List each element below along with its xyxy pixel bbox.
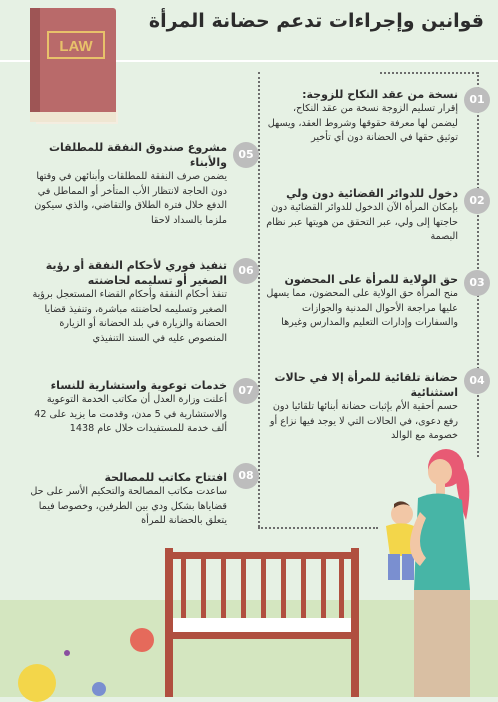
decor-dot-blue [92,682,106,696]
item-05-body: يضمن صرف النفقة للمطلقات وأبنائهن في وقتها دون الحاجة لانتظار الأب المتأخر أو المماطل في الدفع خلال فترة الطلاق والتقاضي، والذي سيكون ملزما بالسداد لاحقا [34,171,227,226]
item-number-01: 01 [464,87,490,113]
item-02-heading: دخول للدوائر القضائية دون ولي [286,187,458,200]
item-04-heading: حضانة تلقائية للمرأة إلا في حالات استثنائية [274,371,458,399]
item-number-04: 04 [464,368,490,394]
crib-illustration [165,548,365,697]
item-01 [266,87,458,146]
item-06-body: تنفذ أحكام النفقة وأحكام القضاء المستعجل برؤية الصغير وتسليمه لحاضنته مباشرة، وتنفيذ قضايا الحضانة والزيارة في بلد الحضانة أو الزيارة المنصوص عليه في السند التنفيذي [32,289,227,344]
bottom-connector [258,527,378,529]
item-02-body: بإمكان المرأة الآن الدخول للدوائر القضائية دون حاجتها إلى ولي، عبر التحقق من هويتها عبر نظام البصمة [266,202,458,242]
law-book-icon [28,8,120,126]
page-title: قوانين وإجراءات تدعم حضانة المرأة [148,10,484,32]
decor-dot-yellow [18,664,56,702]
item-07-body: أعلنت وزارة العدل أن مكاتب الخدمة التوعوية والاستشارية في 5 مدن، وقدمت ما يزيد على 42 ألف خدمة للمستفيدات خلال عام 1438 [34,394,227,434]
item-06 [20,258,227,346]
item-08-body: ساعدت مكاتب المصالحة والتحكيم الأسر على حل قضاياها بشكل ودي بين الطرفين، وخصوصا فيما يتعلق بالحضانة للمرأة [30,486,227,526]
item-number-05: 05 [233,142,259,168]
item-05-heading: مشروع صندوق النفقة للمطلقات والأبناء [48,141,227,169]
item-05 [20,140,227,228]
center-timeline [258,72,260,527]
item-number-08: 08 [233,463,259,489]
item-03-heading: حق الولاية للمرأة على المحضون [284,273,458,286]
item-07 [20,378,227,437]
item-03 [266,272,458,331]
item-04 [266,370,458,444]
item-08 [20,470,227,529]
item-03-body: منح المرأة حق الولاية على المحضون، مما يسهل عليها مراجعة الأحوال المدنية والجوازات والسفارات وإدارات التعليم والمدارس وغيرها [266,288,458,328]
item-number-03: 03 [464,270,490,296]
mother-child-illustration [380,440,498,697]
item-08-heading: افتتاح مكاتب للمصالحة [104,471,227,484]
item-02 [266,186,458,245]
item-number-07: 07 [233,378,259,404]
right-timeline-top [380,72,478,74]
item-04-body: حسم أحقية الأم بإثبات حضانة أبنائها تلقائيا دون رفع دعوى، في الحالات التي لا يوجد فيها نزاع أو خصومة مع الوالد [269,401,458,441]
decor-dot-red [130,628,154,652]
decor-dot-purple [64,650,70,656]
book-label: LAW [59,38,93,55]
item-number-06: 06 [233,258,259,284]
item-01-heading: نسخة من عقد النكاح للزوجة: [302,88,458,101]
item-06-heading: تنفيذ فوري لأحكام النفقة أو رؤية الصغير أو تسليمه لحاضنته [45,259,227,287]
right-timeline [477,72,479,457]
item-01-body: إقرار تسليم الزوجة نسخة من عقد النكاح، ليضمن لها معرفة حقوقها وشروط العقد، ويسهل توثيق حقها في الحضانة دون أي تأخير [267,103,458,143]
item-07-heading: خدمات توعوية واستشارية للنساء [50,379,227,392]
item-number-02: 02 [464,188,490,214]
